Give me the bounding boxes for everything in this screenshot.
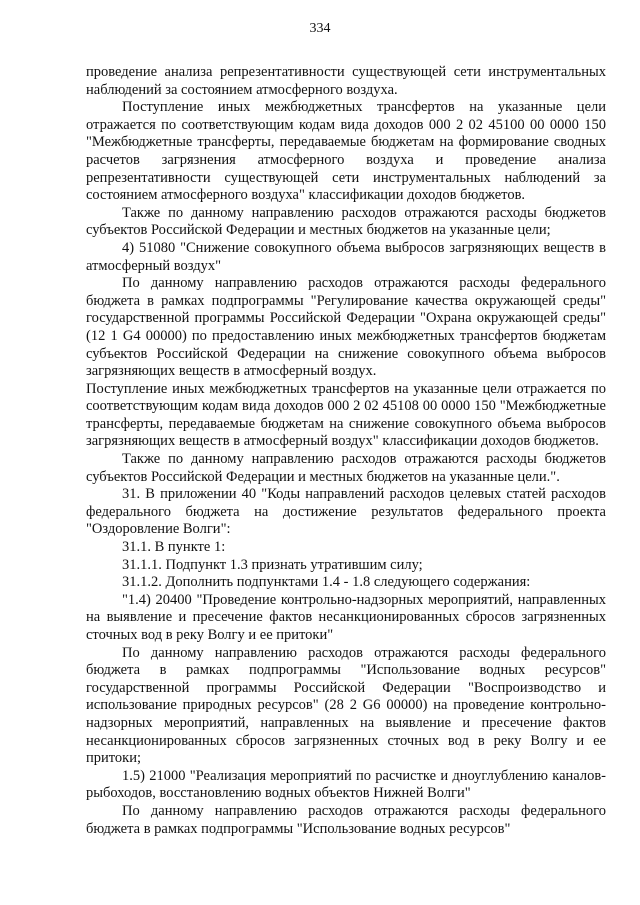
paragraph-9: 31.1. В пункте 1: (122, 539, 226, 556)
paragraph-8: 31. В приложении 40 "Коды направлений расходов целевых статей расходов федерального бюджета на достижение результатов федерального проекта "Оздоровление Волги": (86, 486, 606, 538)
page-number: 334 (309, 21, 331, 36)
paragraph-6: Поступление иных межбюджетных трансфертов на указанные цели отражается по соответствующим кодам вида доходов 000 2 02 45108 00 0000 150 "Межбюджетные трансферты, передаваемые бюджетам на снижение совокупного объема выбросов загрязняющих веществ в атмосферный воздух" классификации доходов бюджетов. (86, 380, 606, 450)
paragraph-5: По данному направлению расходов отражаются расходы федерального бюджета в рамках подпрограммы "Регулирование качества окружающей среды" государственной программы Российской Федерации "Охрана окружающей среды" (12 1 G4 00000) по предоставлению иных межбюджетных трансфертов бюджетам субъектов Российской Федерации на снижение совокупного объема выбросов загрязняющих веществ в атмосферный воздух. (86, 275, 606, 380)
paragraph-7: Также по данному направлению расходов отражаются расходы бюджетов субъектов Российской Федерации и местных бюджетов на указанные цели.". (86, 451, 606, 485)
paragraph-10: 31.1.1. Подпункт 1.3 признать утратившим силу; (122, 556, 423, 573)
document-body (86, 64, 606, 838)
paragraph-15: По данному направлению расходов отражаются расходы федерального бюджета в рамках подпрограммы "Использование водных ресурсов" (86, 802, 606, 837)
paragraph-13: По данному направлению расходов отражаются расходы федерального бюджета в рамках подпрограммы "Использование водных ресурсов" государственной программы Российской Федерации "Воспроизводство и использование природных ресурсов" (28 2 G6 00000) на проведение контрольно-надзорных мероприятий, направленных на выявление и пресечение фактов несанкционированных сбросов загрязненных сточных вод в реку Волгу и ее притоки; (86, 644, 606, 767)
paragraph-12: "1.4) 20400 "Проведение контрольно-надзорных мероприятий, направленных на выявление и пресечение фактов несанкционированных сбросов загрязненных сточных вод в реку Волгу и ее притоки" (86, 591, 606, 643)
paragraph-3: Также по данному направлению расходов отражаются расходы бюджетов субъектов Российской Федерации и местных бюджетов на указанные цели; (86, 204, 606, 239)
paragraph-4: 4) 51080 "Снижение совокупного объема выбросов загрязняющих веществ в атмосферный воздух" (86, 239, 606, 274)
paragraph-14: 1.5) 21000 "Реализация мероприятий по расчистке и дноуглублению каналов-рыбоходов, восстановлению водных объектов Нижней Волги" (86, 767, 606, 802)
paragraph-2: Поступление иных межбюджетных трансфертов на указанные цели отражается по соответствующим кодам вида доходов 000 2 02 45100 00 0000 150 "Межбюджетные трансферты, передаваемые бюджетам на формирование сводных расчетов загрязнения атмосферного воздуха и проведение анализа репрезентативности существующей сети инструментальных наблюдений за состоянием атмосферного воздуха" классификации доходов бюджетов. (86, 99, 606, 204)
paragraph-11: 31.1.2. Дополнить подпунктами 1.4 - 1.8 следующего содержания: (122, 574, 531, 591)
paragraph-1: проведение анализа репрезентативности существующей сети инструментальных наблюдений за состоянием атмосферного воздуха. (86, 64, 606, 98)
